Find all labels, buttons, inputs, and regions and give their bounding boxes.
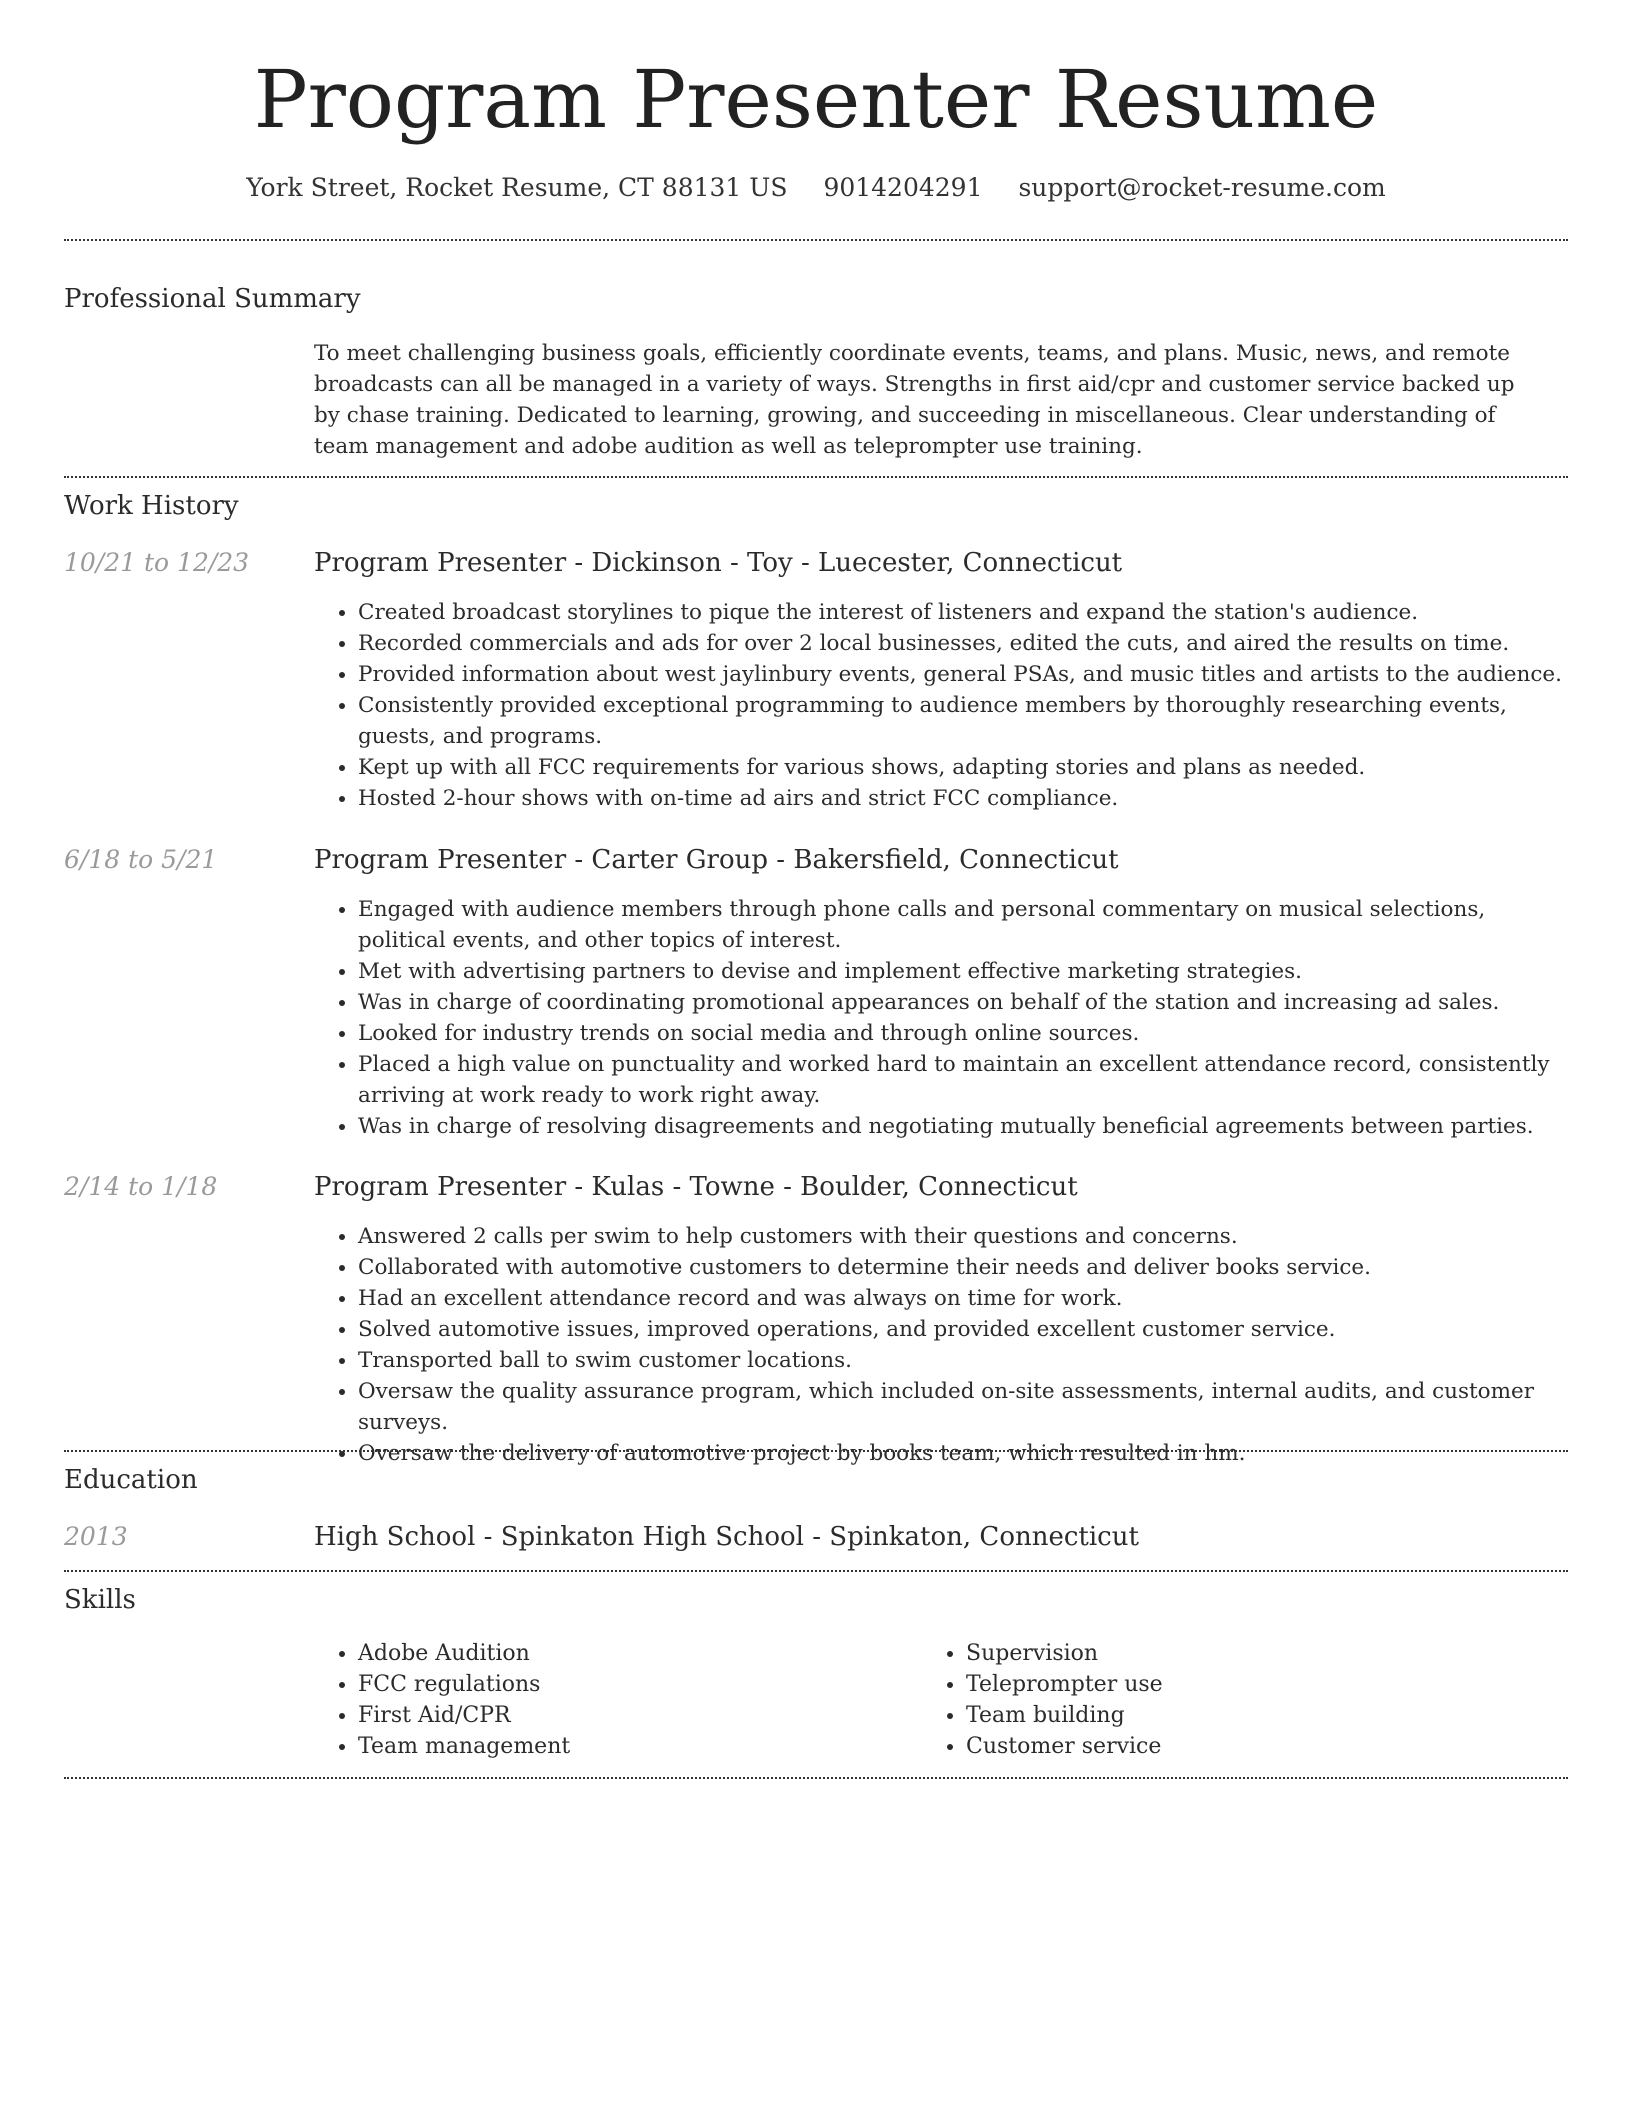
resume-title: Program Presenter Resume <box>253 53 1379 146</box>
list-item: • Adobe Audition <box>358 1638 874 1669</box>
list-item: • Oversaw the quality assurance program, which included on-site assessments, internal audits, and customer surveys. <box>358 1376 1574 1438</box>
list-item: • Supervision <box>966 1638 1482 1669</box>
list-item: • Provided information about west jaylinbury events, general PSAs, and music titles and artists to the audience. <box>358 659 1574 690</box>
divider <box>64 239 1568 241</box>
list-item: • First Aid/CPR <box>358 1700 874 1731</box>
list-item: • Created broadcast storylines to pique the interest of listeners and expand the station's audience. <box>358 597 1574 628</box>
list-item: • Team management <box>358 1731 874 1762</box>
list-item: • Solved automotive issues, improved operations, and provided excellent customer service. <box>358 1314 1574 1345</box>
list-item: • Transported ball to swim customer locations. <box>358 1345 1574 1376</box>
job-dates: 10/21 to 12/23 <box>64 548 250 577</box>
education-title: High School - Spinkaton High School - Spinkaton, Connecticut <box>314 1522 1139 1552</box>
list-item: • Customer service <box>966 1731 1482 1762</box>
list-item: • Recorded commercials and ads for over 2 local businesses, edited the cuts, and aired the results on time. <box>358 628 1574 659</box>
contact-phone: 9014204291 <box>823 173 983 202</box>
job-bullets <box>314 597 1574 814</box>
contact-address: York Street, Rocket Resume, CT 88131 US <box>246 173 788 202</box>
list-item: • Teleprompter use <box>966 1669 1482 1700</box>
list-item: • Engaged with audience members through phone calls and personal commentary on musical selections, political events, and other topics of interest. <box>358 894 1574 956</box>
divider <box>64 476 1568 478</box>
job-dates: 6/18 to 5/21 <box>64 845 218 874</box>
job-title: Program Presenter - Dickinson - Toy - Luecester, Connecticut <box>314 548 1123 578</box>
section-title-summary: Professional Summary <box>64 284 361 314</box>
section-title-skills: Skills <box>64 1585 136 1615</box>
skills-list-right <box>922 1638 1482 1762</box>
list-item: • Had an excellent attendance record and was always on time for work. <box>358 1283 1574 1314</box>
list-item: • Looked for industry trends on social media and through online sources. <box>358 1018 1574 1049</box>
list-item: • Team building <box>966 1700 1482 1731</box>
divider <box>64 1777 1568 1779</box>
list-item: • Was in charge of coordinating promotional appearances on behalf of the station and increasing ad sales. <box>358 987 1574 1018</box>
job-dates: 2/14 to 1/18 <box>64 1172 218 1201</box>
job-bullets <box>314 894 1574 1142</box>
job-title: Program Presenter - Kulas - Towne - Boulder, Connecticut <box>314 1172 1078 1202</box>
list-item: • Hosted 2-hour shows with on-time ad airs and strict FCC compliance. <box>358 783 1574 814</box>
job-title: Program Presenter - Carter Group - Bakersfield, Connecticut <box>314 845 1119 875</box>
section-title-work: Work History <box>64 491 239 521</box>
education-dates: 2013 <box>64 1522 128 1551</box>
list-item: • Kept up with all FCC requirements for various shows, adapting stories and plans as needed. <box>358 752 1574 783</box>
list-item: • Placed a high value on punctuality and worked hard to maintain an excellent attendance record, consistently arriving at work ready to work right away. <box>358 1049 1574 1111</box>
contact-email: support@rocket-resume.com <box>1018 173 1386 202</box>
list-item: • Answered 2 calls per swim to help customers with their questions and concerns. <box>358 1221 1574 1252</box>
list-item: • Consistently provided exceptional programming to audience members by thoroughly researching events, guests, and programs. <box>358 690 1574 752</box>
divider <box>64 1450 1568 1452</box>
list-item: • Oversaw the delivery of automotive project by books team, which resulted in hm. <box>358 1438 1574 1469</box>
divider <box>64 1570 1568 1572</box>
list-item: • FCC regulations <box>358 1669 874 1700</box>
summary-text: To meet challenging business goals, efficiently coordinate events, teams, and plans. Music, news, and remote broadcasts can all be managed in a variety of ways. Strengths in first aid/cpr and customer service backed up by chase training. Dedicated to learning, growing, and succeeding in miscellaneous. Clear understanding of team management and adobe audition as well as teleprompter use training. <box>314 341 1515 459</box>
list-item: • Was in charge of resolving disagreements and negotiating mutually beneficial agreements between parties. <box>358 1111 1574 1142</box>
contact-line <box>64 170 1568 206</box>
job-bullets <box>314 1221 1574 1469</box>
skills-list-left <box>314 1638 874 1762</box>
list-item: • Collaborated with automotive customers to determine their needs and deliver books service. <box>358 1252 1574 1283</box>
section-title-education: Education <box>64 1465 198 1495</box>
list-item: • Met with advertising partners to devise and implement effective marketing strategies. <box>358 956 1574 987</box>
